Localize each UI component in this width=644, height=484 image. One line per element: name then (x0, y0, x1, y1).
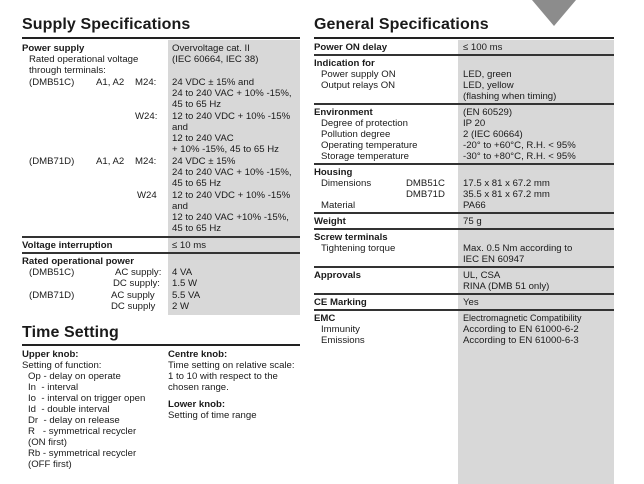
m24-label: M24: (135, 77, 157, 88)
p51-ac-value: 4 VA (172, 267, 193, 278)
ind-output-relays-note: (flashing when timing) (463, 91, 557, 102)
w24b-value-3: 12 to 240 VAC +10% -15%, (172, 212, 289, 223)
time-title-rule (22, 344, 300, 346)
power-dmb51c-label: (DMB51C) (29, 267, 75, 278)
power-on-delay-label: Power ON delay (314, 42, 388, 53)
function-in: In - interval (28, 382, 79, 393)
w24-value-4: + 10% -15%, 45 to 65 Hz (172, 144, 279, 155)
ind-power-supply-label: Power supply ON (321, 69, 396, 80)
storage-temp-label: Storage temperature (321, 151, 409, 162)
separator (314, 309, 614, 311)
terminals-label-2: A1, A2 (96, 156, 125, 167)
dimensions-label: Dimensions (321, 178, 372, 189)
time-setting-title: Time Setting (22, 324, 119, 341)
upper-knob-label: Upper knob: (22, 349, 79, 360)
p71-dc-value: 2 W (172, 301, 190, 312)
function-rb-note: (OFF first) (28, 459, 72, 470)
emissions-label: Emissions (321, 335, 365, 346)
general-specifications-title: General Specifications (314, 16, 489, 33)
immunity-value: According to EN 61000-6-2 (463, 324, 579, 335)
general-title-rule (314, 37, 614, 39)
voltage-interruption-value: ≤ 10 ms (172, 240, 207, 251)
lower-knob-text: Setting of time range (168, 410, 257, 421)
dim-dmb71d-label: DMB71D (406, 189, 445, 200)
approvals-label: Approvals (314, 270, 361, 281)
function-dr: Dr - delay on release (28, 415, 120, 426)
supply-title-rule (22, 37, 300, 39)
p51-dc-value: 1.5 W (172, 278, 198, 289)
function-id: Id - double interval (28, 404, 110, 415)
weight-label: Weight (314, 216, 346, 227)
storage-temp-value: -30° to +80°C, R.H. < 95% (463, 151, 576, 162)
setting-of-function: Setting of function: (22, 360, 102, 371)
emc-label: EMC (314, 313, 336, 324)
screw-terminals-label: Screw terminals (314, 232, 388, 243)
ac-supply-label-2: AC supply (111, 290, 155, 301)
dc-supply-label-2: DC supply (111, 301, 156, 312)
environment-value: (EN 60529) (463, 107, 513, 118)
tightening-torque-value-1: Max. 0.5 Nm according to (463, 243, 573, 254)
housing-label: Housing (314, 167, 353, 178)
w24-label-2: W24 (137, 190, 157, 201)
w24-value-1: 12 to 240 VDC + 10% -15% (172, 111, 291, 122)
m24-value-3: 45 to 65 Hz (172, 99, 222, 110)
material-label: Material (321, 200, 356, 211)
protection-label: Degree of protection (321, 118, 408, 129)
separator (314, 103, 614, 105)
w24b-value-2: and (172, 201, 189, 212)
centre-knob-label: Centre knob: (168, 349, 228, 360)
immunity-label: Immunity (321, 324, 360, 335)
pollution-label: Pollution degree (321, 129, 391, 140)
m24-value-2: 24 to 240 VAC + 10% -15%, (172, 88, 292, 99)
m24b-value-2: 24 to 240 VAC + 10% -15%, (172, 167, 292, 178)
ce-marking-label: CE Marking (314, 297, 367, 308)
separator (314, 293, 614, 295)
power-on-delay-value: ≤ 100 ms (463, 42, 503, 53)
power-dmb71d-label: (DMB71D) (29, 290, 75, 301)
function-io: Io - interval on trigger open (28, 393, 146, 404)
w24b-value-1: 12 to 240 VDC + 10% -15% (172, 190, 291, 201)
w24-value-2: and (172, 122, 189, 133)
material-value: PA66 (463, 200, 486, 211)
protection-value: IP 20 (463, 118, 486, 129)
approvals-value-2: RINA (DMB 51 only) (463, 281, 550, 292)
m24b-value-3: 45 to 65 Hz (172, 178, 222, 189)
w24-value-3: 12 to 240 VAC (172, 133, 234, 144)
separator (314, 212, 614, 214)
supply-specifications-title: Supply Specifications (22, 16, 191, 33)
environment-label: Environment (314, 107, 373, 118)
centre-knob-text-1: Time setting on relative scale: (168, 360, 295, 371)
w24b-value-4: 45 to 65 Hz (172, 223, 222, 234)
pollution-value: 2 (IEC 60664) (463, 129, 523, 140)
operating-temp-label: Operating temperature (321, 140, 418, 151)
separator (314, 54, 614, 56)
voltage-interruption-label: Voltage interruption (22, 240, 113, 251)
function-op: Op - delay on operate (28, 371, 121, 382)
dc-supply-label: DC supply: (113, 278, 160, 289)
weight-value: 75 g (463, 216, 482, 227)
function-r: R - symmetrical recycler (28, 426, 137, 437)
rated-voltage-label: Rated operational voltage (29, 54, 139, 65)
function-rb: Rb - symmetrical recycler (28, 448, 137, 459)
operating-temp-value: -20° to +60°C, R.H. < 95% (463, 140, 576, 151)
separator (314, 266, 614, 268)
tightening-torque-label: Tightening torque (321, 243, 396, 254)
dim-dmb71d-value: 35.5 x 81 x 67.2 mm (463, 189, 550, 200)
ind-output-relays-label: Output relays ON (321, 80, 396, 91)
triangle-marker-icon (532, 0, 576, 26)
dim-dmb51c-label: DMB51C (406, 178, 445, 189)
m24-value-1: 24 VDC ± 15% and (172, 77, 255, 88)
rated-power-label: Rated operational power (22, 256, 134, 267)
ac-supply-label: AC supply: (115, 267, 162, 278)
w24-label: W24: (135, 111, 158, 122)
function-r-note: (ON first) (28, 437, 67, 448)
m24-label-2: M24: (135, 156, 157, 167)
separator (22, 236, 300, 238)
through-terminals-label: through terminals: (29, 65, 106, 76)
indication-label: Indication for (314, 58, 375, 69)
separator (314, 163, 614, 165)
dmb51c-label: (DMB51C) (29, 77, 75, 88)
separator (314, 228, 614, 230)
separator (22, 252, 300, 254)
m24b-value-1: 24 VDC ± 15% (172, 156, 236, 167)
tightening-torque-value-2: IEC EN 60947 (463, 254, 525, 265)
centre-knob-text-3: chosen range. (168, 382, 229, 393)
overvoltage-value: Overvoltage cat. II (172, 43, 250, 54)
p71-ac-value: 5.5 VA (172, 290, 201, 301)
lower-knob-label: Lower knob: (168, 399, 226, 410)
centre-knob-text-2: 1 to 10 with respect to the (168, 371, 278, 382)
dmb71d-label: (DMB71D) (29, 156, 75, 167)
ind-output-relays-value: LED, yellow (463, 80, 514, 91)
approvals-value-1: UL, CSA (463, 270, 501, 281)
power-supply-label: Power supply (22, 43, 85, 54)
ind-power-supply-value: LED, green (463, 69, 512, 80)
emc-value: Electromagnetic Compatibility (463, 313, 582, 323)
iec-value: (IEC 60664, IEC 38) (172, 54, 259, 65)
ce-marking-value: Yes (463, 297, 479, 308)
emissions-value: According to EN 61000-6-3 (463, 335, 579, 346)
dim-dmb51c-value: 17.5 x 81 x 67.2 mm (463, 178, 550, 189)
terminals-label: A1, A2 (96, 77, 125, 88)
